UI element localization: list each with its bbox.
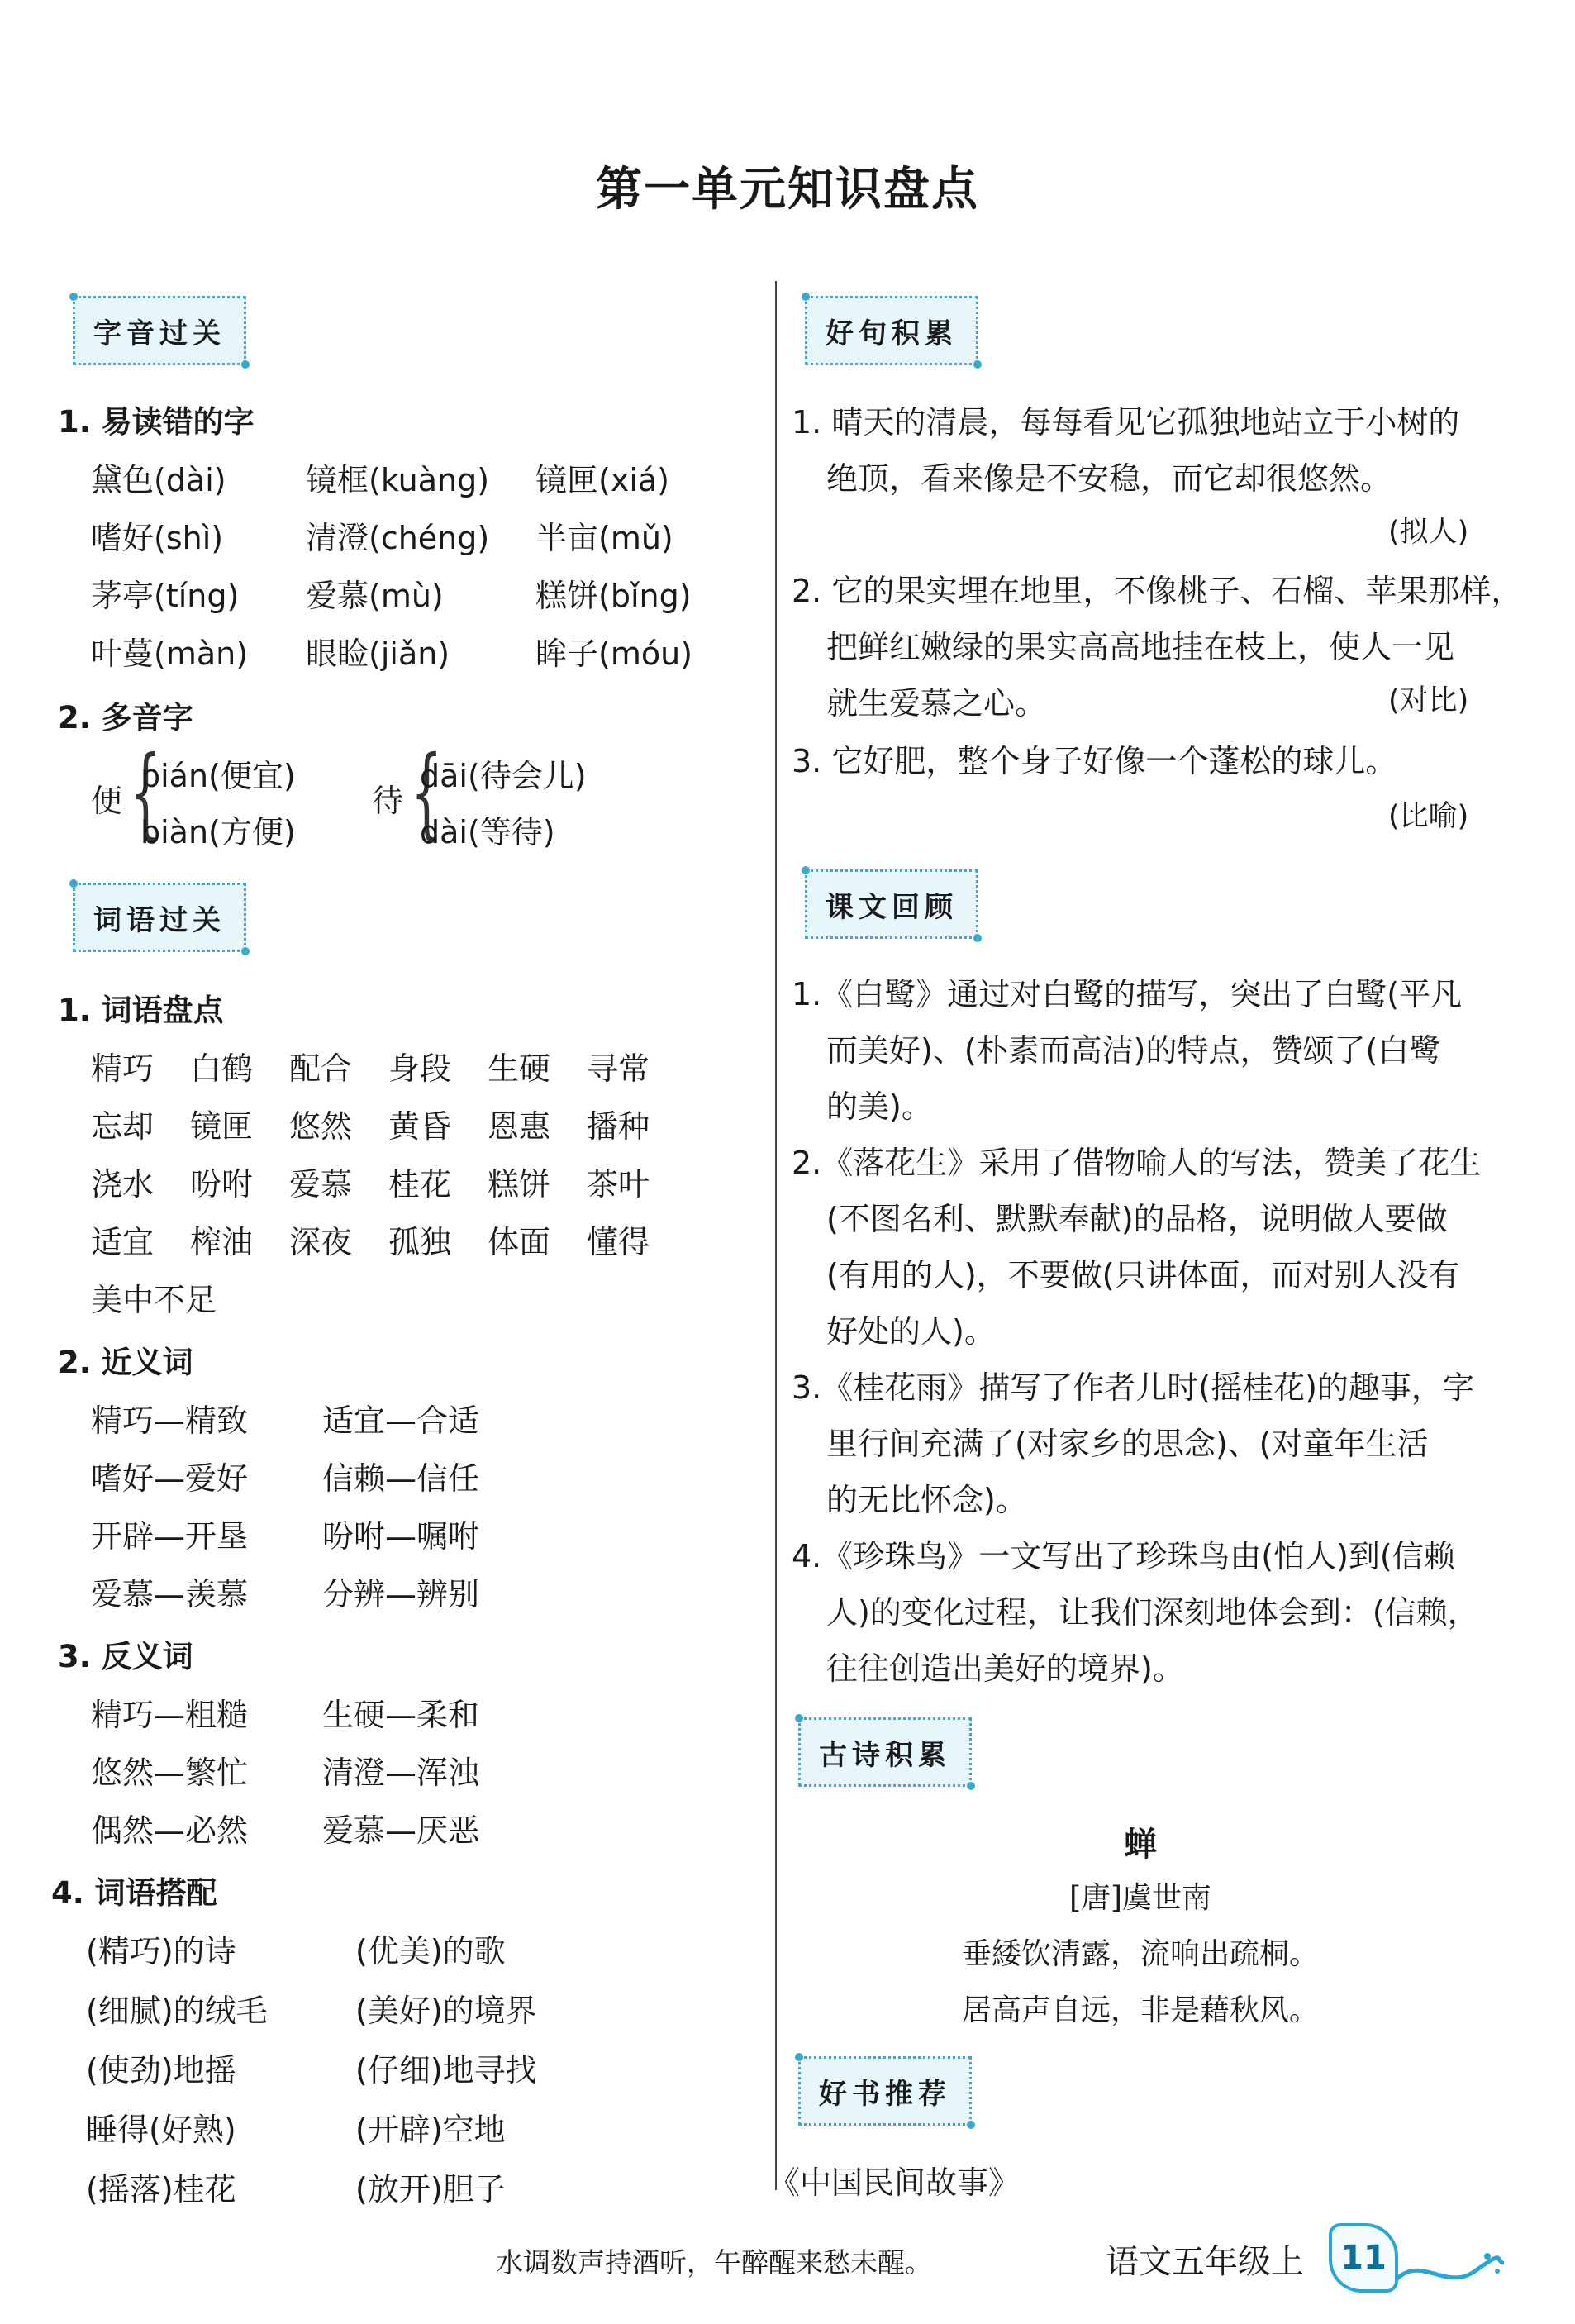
list-item: 叶蔓(màn) bbox=[91, 636, 249, 672]
word: 适宜 bbox=[91, 1224, 155, 1260]
sentence-line: 把鲜红嫩绿的果实高高地挂在枝上，使人一见 bbox=[826, 629, 1455, 665]
book-title: 《中国民间故事》 bbox=[768, 2164, 1021, 2201]
polyphone-reading: dāi(待会儿) bbox=[420, 758, 587, 794]
list-item: 清澄—浑浊 bbox=[322, 1755, 480, 1791]
list-item: 眼睑(jiǎn) bbox=[306, 636, 450, 672]
badge-kewen: 课文回顾 bbox=[805, 869, 978, 939]
list-item: 嗜好—爱好 bbox=[91, 1460, 249, 1497]
poem-line: 垂緌饮清露，流响出疏桐。 bbox=[961, 1937, 1319, 1971]
list-item: 清澄(chéng) bbox=[306, 520, 490, 556]
list-item: (开辟)空地 bbox=[355, 2112, 506, 2148]
word: 恩惠 bbox=[488, 1108, 551, 1145]
review-line: 人)的变化过程，让我们深刻地体会到：(信赖， bbox=[826, 1594, 1479, 1631]
list-item: (放开)胆子 bbox=[355, 2171, 506, 2207]
footer-subject-tag: 语文五年级上 bbox=[1106, 2243, 1304, 2281]
poem-line: 居高声自远，非是藉秋风。 bbox=[961, 1993, 1319, 2027]
word: 美中不足 bbox=[91, 1282, 217, 1318]
review-line: 好处的人)。 bbox=[826, 1313, 996, 1350]
sentence-line: 绝顶，看来像是不安稳，而它却很悠然。 bbox=[826, 460, 1392, 497]
review-line: 的无比怀念)。 bbox=[826, 1482, 1027, 1518]
badge-haoju: 好句积累 bbox=[805, 296, 978, 365]
word: 桂花 bbox=[388, 1166, 452, 1202]
figure-of-speech-note: (对比) bbox=[1388, 684, 1469, 717]
list-item: 适宜—合适 bbox=[322, 1402, 480, 1439]
word: 糕饼 bbox=[488, 1166, 551, 1202]
review-line: 而美好)、(朴素而高洁)的特点，赞颂了(白鹭 bbox=[826, 1032, 1441, 1069]
sentence-line: 1. 晴天的清晨，每每看见它孤独地站立于小树的 bbox=[792, 404, 1460, 441]
page-number: 11 bbox=[1329, 2223, 1398, 2293]
word: 孤独 bbox=[388, 1224, 452, 1260]
wave-decoration-icon bbox=[1397, 2246, 1504, 2296]
list-item: (美好)的境界 bbox=[355, 1993, 537, 2029]
list-item: 镜匣(xiá) bbox=[535, 462, 669, 498]
list-item: 爱慕—厌恶 bbox=[322, 1812, 480, 1849]
list-item: 分辨—辨别 bbox=[322, 1576, 480, 1612]
list-item: 睡得(好熟) bbox=[86, 2112, 236, 2148]
list-item: 悠然—繁忙 bbox=[91, 1755, 249, 1791]
list-item: (优美)的歌 bbox=[355, 1933, 506, 1969]
word: 吩咐 bbox=[190, 1166, 254, 1202]
word: 浇水 bbox=[91, 1166, 155, 1202]
badge-gushi: 古诗积累 bbox=[798, 1717, 972, 1787]
review-line: 的美)。 bbox=[826, 1088, 933, 1125]
brace-icon: { bbox=[411, 736, 443, 850]
poem-author: [唐]虞世南 bbox=[1068, 1881, 1212, 1915]
word: 精巧 bbox=[91, 1050, 155, 1087]
sentence-line: 就生爱慕之心。 bbox=[826, 685, 1047, 721]
review-line: 里行间充满了(对家乡的思念)、(对童年生活 bbox=[826, 1426, 1429, 1462]
word: 黄昏 bbox=[388, 1108, 452, 1145]
badge-zhuyin: 字音过关 bbox=[73, 296, 246, 365]
word: 爱慕 bbox=[289, 1166, 353, 1202]
polyphone-char: 便 bbox=[91, 783, 123, 819]
word: 忘却 bbox=[91, 1108, 155, 1145]
section-heading: 1. 易读错的字 bbox=[58, 404, 255, 440]
word: 茶叶 bbox=[587, 1166, 650, 1202]
list-item: 半亩(mǔ) bbox=[535, 520, 673, 556]
list-item: (仔细)地寻找 bbox=[355, 2052, 537, 2088]
sentence-line: 3. 它好肥，整个身子好像一个蓬松的球儿。 bbox=[792, 743, 1397, 779]
polyphone-reading: biàn(方便) bbox=[140, 814, 296, 850]
polyphone-char: 待 bbox=[372, 783, 404, 819]
list-item: 茅亭(tíng) bbox=[91, 578, 240, 614]
review-line: 4.《珍珠鸟》一文写出了珍珠鸟由(怕人)到(信赖 bbox=[792, 1538, 1455, 1574]
list-item: (细腻)的绒毛 bbox=[86, 1993, 268, 2029]
list-item: 偶然—必然 bbox=[91, 1812, 249, 1849]
word: 深夜 bbox=[289, 1224, 353, 1260]
section-heading: 1. 词语盘点 bbox=[58, 993, 224, 1028]
list-item: 嗜好(shì) bbox=[91, 520, 224, 556]
list-item: 镜框(kuàng) bbox=[306, 462, 490, 498]
sentence-line: 2. 它的果实埋在地里，不像桃子、石榴、苹果那样， bbox=[792, 573, 1523, 609]
word: 生硬 bbox=[488, 1050, 551, 1087]
list-item: (使劲)地摇 bbox=[86, 2052, 236, 2088]
word: 白鹤 bbox=[190, 1050, 254, 1087]
badge-haoshu: 好书推荐 bbox=[798, 2056, 972, 2126]
list-item: 精巧—粗糙 bbox=[91, 1697, 249, 1733]
list-item: 精巧—精致 bbox=[91, 1402, 249, 1439]
figure-of-speech-note: (拟人) bbox=[1388, 516, 1469, 549]
word: 悠然 bbox=[289, 1108, 353, 1145]
section-heading: 2. 近义词 bbox=[58, 1345, 193, 1380]
word: 身段 bbox=[388, 1050, 452, 1087]
list-item: 爱慕—羡慕 bbox=[91, 1576, 249, 1612]
review-line: 2.《落花生》采用了借物喻人的写法，赞美了花生 bbox=[792, 1145, 1482, 1181]
section-heading: 2. 多音字 bbox=[58, 700, 193, 736]
word: 体面 bbox=[488, 1224, 551, 1260]
word: 镜匣 bbox=[190, 1108, 254, 1145]
poem-title: 蝉 bbox=[1124, 1826, 1157, 1864]
list-item: 眸子(móu) bbox=[535, 636, 693, 672]
review-line: (不图名利、默默奉献)的品格，说明做人要做 bbox=[826, 1201, 1448, 1237]
word: 播种 bbox=[587, 1108, 650, 1145]
section-heading: 3. 反义词 bbox=[58, 1639, 193, 1674]
list-item: 爱慕(mù) bbox=[306, 578, 444, 614]
word: 寻常 bbox=[587, 1050, 650, 1087]
review-line: (有用的人)，不要做(只讲体面，而对别人没有 bbox=[826, 1257, 1460, 1293]
footer-quote: 水调数声持酒听，午醉醒来愁未醒。 bbox=[496, 2246, 932, 2279]
word: 懂得 bbox=[587, 1224, 650, 1260]
review-line: 往往创造出美好的境界)。 bbox=[826, 1650, 1184, 1687]
figure-of-speech-note: (比喻) bbox=[1388, 800, 1469, 833]
review-line: 1.《白鹭》通过对白鹭的描写，突出了白鹭(平凡 bbox=[792, 976, 1463, 1012]
brace-icon: { bbox=[130, 736, 162, 850]
page-title: 第一单元知识盘点 bbox=[596, 162, 979, 217]
polyphone-reading: pián(便宜) bbox=[140, 758, 296, 794]
list-item: 吩咐—嘱咐 bbox=[322, 1518, 480, 1555]
word: 配合 bbox=[289, 1050, 353, 1087]
list-item: 信赖—信任 bbox=[322, 1460, 480, 1497]
section-heading: 4. 词语搭配 bbox=[51, 1875, 217, 1911]
list-item: 生硬—柔和 bbox=[322, 1697, 480, 1733]
list-item: 开辟—开垦 bbox=[91, 1518, 249, 1555]
word: 榨油 bbox=[190, 1224, 254, 1260]
list-item: (摇落)桂花 bbox=[86, 2171, 236, 2207]
badge-ciyu: 词语过关 bbox=[73, 883, 246, 952]
review-line: 3.《桂花雨》描写了作者儿时(摇桂花)的趣事，字 bbox=[792, 1369, 1474, 1406]
list-item: 黛色(dài) bbox=[91, 462, 226, 498]
list-item: 糕饼(bǐng) bbox=[535, 578, 692, 614]
polyphone-reading: dài(等待) bbox=[420, 814, 555, 850]
list-item: (精巧)的诗 bbox=[86, 1933, 236, 1969]
